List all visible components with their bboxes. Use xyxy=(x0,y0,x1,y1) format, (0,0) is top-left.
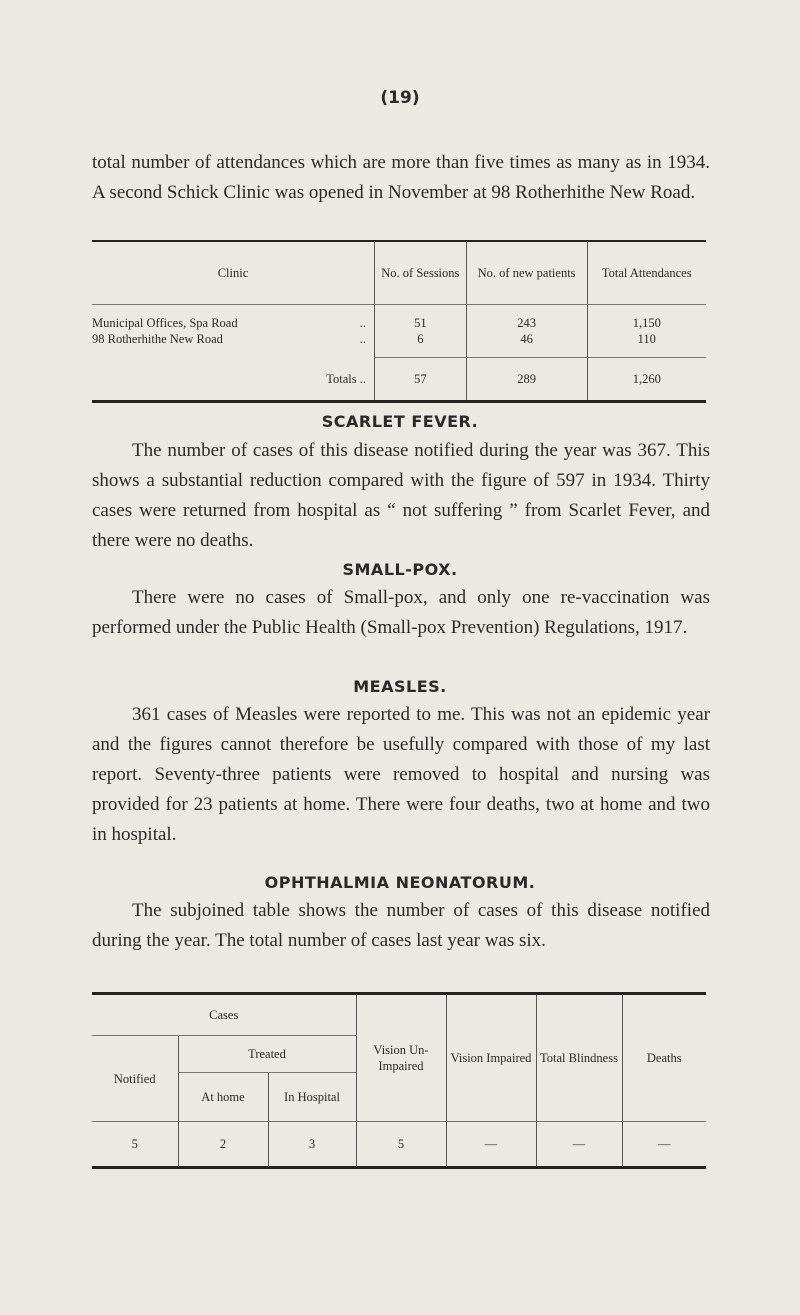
heading-measles: MEASLES. xyxy=(353,677,447,696)
header-cases: Cases xyxy=(92,994,356,1036)
vision-impaired-cell: — xyxy=(446,1122,536,1168)
notified-cell: 5 xyxy=(92,1122,178,1168)
total-sessions: 57 xyxy=(374,358,466,402)
table-row xyxy=(92,305,706,332)
header-clinic: Clinic xyxy=(92,241,374,305)
totals-label-cell xyxy=(92,358,374,402)
paragraph-scarlet-fever: The number of cases of this disease notified during the year was 367. This shows a substantial reduction compared with the figure of 597 in 1934. Thirty cases were returned from hospital as “ not suffering ” from Scarlet Fever, and there were no deaths. xyxy=(92,440,710,551)
header-sessions: No. of Sessions xyxy=(374,241,466,305)
at-home-cell: 2 xyxy=(178,1122,268,1168)
header-at-home: At home xyxy=(178,1073,268,1122)
total-new-patients: 289 xyxy=(466,358,587,402)
paragraph-measles: 361 cases of Measles were reported to me. This was not an epidemic year and the figures cannot therefore be usefully compared with those of my last report. Seventy-three patients were removed to hospital and nursing was provided for 23 patients at home. There were four deaths, two at home and two in hospital. xyxy=(92,704,710,845)
vision-unimpaired-cell: 5 xyxy=(356,1122,446,1168)
attendances-cell: 110 xyxy=(587,331,706,358)
table-header-row xyxy=(92,994,706,1036)
clinic-name-cell xyxy=(92,305,374,332)
paragraph-ophthalmia: The subjoined table shows the number of cases of this disease notified during the year. The total number of cases last year was six. xyxy=(92,900,710,951)
header-notified: Notified xyxy=(113,1071,156,1086)
header-total-attendances: Total Attendances xyxy=(587,241,706,305)
clinic-name: Municipal Offices, Spa Road xyxy=(92,316,238,330)
ophthalmia-table xyxy=(92,992,706,1169)
schick-clinic-table xyxy=(92,240,706,403)
table-header-row xyxy=(92,241,706,305)
total-blindness-cell: — xyxy=(536,1122,622,1168)
intro-paragraph: total number of attendances which are more than five times as many as in 1934. A second Schick Clinic was opened in November at 98 Rotherhithe New Road. xyxy=(92,152,710,203)
header-vision-impaired: Vision Impaired xyxy=(446,994,536,1122)
header-vision-unimpaired: Vision Un- Impaired xyxy=(356,994,446,1122)
in-hospital-cell: 3 xyxy=(268,1122,356,1168)
heading-ophthalmia: OPHTHALMIA NEONATORUM. xyxy=(264,873,536,892)
header-total-blindness: Total Blindness xyxy=(536,994,622,1122)
clinic-name-cell xyxy=(92,331,374,358)
leader-dots: .. xyxy=(359,316,366,330)
paragraph-small-pox: There were no cases of Small-pox, and only one re-vaccination was performed under the Public Health (Small-pox Prevention) Regulations, 1917. xyxy=(92,587,710,638)
new-patients-cell: 46 xyxy=(466,331,587,358)
heading-small-pox: SMALL-POX. xyxy=(342,560,458,579)
table-row xyxy=(92,331,706,358)
heading-scarlet-fever: SCARLET FEVER. xyxy=(321,412,479,431)
header-in-hospital: In Hospital xyxy=(268,1073,356,1122)
header-deaths: Deaths xyxy=(622,994,706,1122)
leader-dots: .. xyxy=(359,332,366,347)
sessions-cell: 51 xyxy=(374,305,466,332)
attendances-cell: 1,150 xyxy=(587,305,706,332)
table-row xyxy=(92,1122,706,1168)
leader-dots: .. xyxy=(359,371,366,386)
total-attendances: 1,260 xyxy=(587,358,706,402)
clinic-name: 98 Rotherhithe New Road xyxy=(92,332,223,347)
sessions-cell: 6 xyxy=(374,331,466,358)
deaths-cell: — xyxy=(622,1122,706,1168)
header-new-patients: No. of new patients xyxy=(466,241,587,305)
page-number: (19) xyxy=(380,88,420,108)
totals-label: Totals xyxy=(326,371,357,386)
new-patients-cell: 243 xyxy=(466,305,587,332)
header-treated: Treated xyxy=(178,1036,356,1073)
totals-row xyxy=(92,358,706,402)
